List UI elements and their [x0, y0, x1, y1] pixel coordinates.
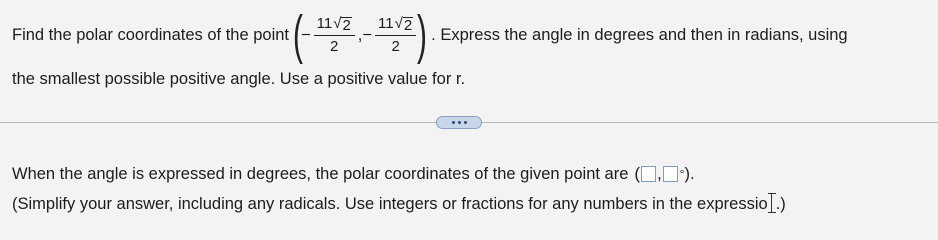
answer-section	[12, 163, 932, 215]
y-square-root	[394, 15, 414, 33]
ellipsis-icon	[464, 121, 467, 124]
answer-open-paren: (	[634, 164, 641, 183]
x-radicand: 2	[342, 16, 351, 34]
point-coordinates	[293, 5, 428, 65]
y-coefficient: 11	[378, 14, 394, 32]
degree-symbol: °	[679, 167, 685, 181]
y-radicand: 2	[403, 16, 413, 34]
y-denominator: 2	[391, 37, 400, 55]
y-fraction	[375, 15, 416, 56]
x-numerator	[314, 15, 355, 36]
r-answer-input[interactable]	[641, 166, 656, 182]
ellipsis-icon	[458, 121, 461, 124]
answer-prompt: When the angle is expressed in degrees, the polar coordinates of the given point are	[12, 165, 629, 183]
x-square-root	[332, 15, 352, 33]
question-prefix: Find the polar coordinates of the point	[12, 26, 290, 44]
x-coefficient: 11	[316, 14, 333, 32]
answer-close-paren: ).	[684, 165, 695, 183]
theta-degrees-input[interactable]	[663, 166, 678, 182]
radical-sign-icon: √	[333, 14, 342, 32]
hint-text-end: .)	[775, 195, 786, 213]
x-sign: −	[301, 26, 311, 44]
more-options-button[interactable]	[436, 116, 482, 129]
question-text	[12, 6, 932, 90]
y-sign: −	[362, 26, 373, 44]
answer-hint	[12, 193, 932, 215]
point-separator: ,	[357, 26, 363, 44]
question-suffix: . Express the angle in degrees and then in radians, using	[431, 26, 848, 44]
right-paren: )	[417, 5, 428, 65]
left-paren: (	[293, 5, 303, 65]
question-line-2: the smallest possible positive angle. Use a positive value for r.	[12, 70, 466, 88]
text-cursor-icon	[769, 193, 775, 213]
question-line-1	[12, 6, 932, 64]
answer-comma: ,	[657, 165, 662, 183]
ellipsis-icon	[452, 121, 455, 124]
answer-prompt-row	[12, 163, 932, 185]
x-denominator: 2	[330, 37, 339, 55]
radical-sign-icon: √	[394, 14, 403, 32]
hint-text-start: (Simplify your answer, including any radicals. Use integers or fractions for any numbers in the expressio	[12, 195, 768, 213]
y-numerator	[375, 15, 416, 36]
x-fraction	[314, 15, 355, 56]
